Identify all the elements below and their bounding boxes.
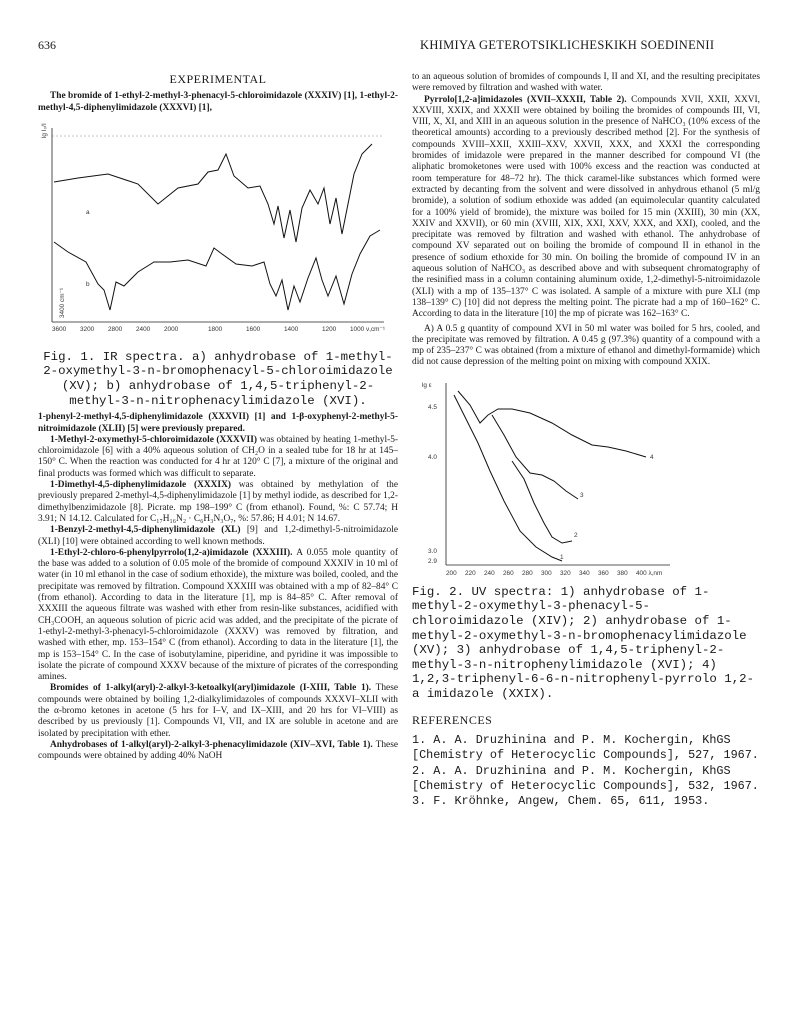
reference-item: 3. F. Kröhnke, Angew, Chem. 65, 611, 1953. bbox=[412, 794, 710, 809]
p7-heading: Anhydrobases of 1-alkyl(aryl)-2-alkyl-3-phenacylimidazole (XIV–XVI, Table 1). bbox=[50, 739, 373, 750]
fig1-xtick: 2800 bbox=[108, 325, 123, 333]
fig2-xtick: 260 bbox=[503, 569, 514, 577]
ir-curve-a bbox=[54, 144, 372, 242]
fig1-xtick: 1600 bbox=[246, 325, 261, 333]
paragraph-r1: to an aqueous solution of bromides of compounds I, II and XI, and the resulting precipitates were removed by filtration and washed with water. bbox=[412, 72, 760, 94]
fig2-ytick: 4.5 bbox=[428, 403, 437, 411]
fig1-caption: Fig. 1. IR spectra. a) anhydrobase of 1-methyl-2-oxymethyl-3-n-bromophenacyl-5-chloroimidazole (XV); b) anhydrobase of 1,4,5-triphenyl-2-methyl-3-n-nitrophenacylimidazole (XVI). bbox=[43, 349, 393, 408]
fig2-y-label: lg ε bbox=[422, 381, 432, 389]
p4-body: [9] and 1,2-dimethyl-5-nitroimidazole (XLI) [10] were obtained according to well known methods. bbox=[38, 525, 398, 547]
fig2-x-axis-ticks bbox=[446, 570, 662, 577]
fig2-xtick: 320 bbox=[560, 569, 571, 577]
p5-body: A 0.055 mole quantity of the base was added to a solution of 0.05 mole of the bromide of compound XXXIV in 10 ml of water (in 10 ml ethanol in the case of sodium ethoxide), the mixture was boiled, cooled, and the precipitate was removed by filtration. Compound XXXIII was obtained with a mp of 82–84° C (from ethanol). According to data in the literature [1], mp is 84–85° C. After removal of XXXIII the aqueous filtrate was washed with ether from resin-like substances, acidified with CH₃COOH, an aqueous solution of picric acid was added, and the precipitate of the picrate of 1-ethyl-2-methyl-3-phenacyl-5-chloroimidazole (XXXV) was removed by filtration, and washed with ether, mp. 153–154° C (from ethanol). According to data in the literature [1], the mp is 153–154° C. In the case of isobutylamine, piperidine, and pyridine it was impossible to isolate the picrate of compound XXXV because of the mixture of picrates of the corresponding amines. bbox=[38, 547, 398, 683]
r2-heading: Pyrrolo[1,2-a]imidazoles (XVII–XXXII, Table 2). bbox=[424, 94, 627, 105]
p3-heading: 1-Dimethyl-4,5-diphenylimidazole (XXXIX) bbox=[50, 480, 231, 491]
fig1-xtick: 1400 bbox=[284, 325, 299, 333]
fig2-curve-label-2: 2 bbox=[574, 531, 578, 539]
section-title: EXPERIMENTAL bbox=[169, 72, 267, 86]
ir-spectra-figure bbox=[38, 114, 398, 350]
fig1-xtick: 3200 bbox=[80, 325, 95, 333]
fig2-xtick: 360 bbox=[598, 569, 609, 577]
fig2-ytick: 4.0 bbox=[428, 453, 437, 461]
references-title: REFERENCES bbox=[412, 713, 493, 728]
fig1-xtick: 2400 bbox=[136, 325, 151, 333]
fig2-xtick: 400 λ,nm bbox=[636, 569, 663, 577]
p2-heading: 1-Methyl-2-oxymethyl-5-chloroimidazole (XXXVII) bbox=[50, 434, 257, 445]
left-column bbox=[38, 72, 398, 762]
intro-paragraph: The bromide of 1-ethyl-2-methyl-3-phenacyl-5-chloroimidazole (XXXIV) [1], 1-ethyl-2-methyl-4,5-diphenylimidazole (XXXVI) [1], bbox=[38, 91, 398, 113]
page-number: 636 bbox=[38, 38, 56, 52]
p5-heading: 1-Ethyl-2-chloro-6-phenylpyrrolo(1,2-a)imidazole (XXXIII). bbox=[50, 547, 293, 558]
uv-spectra-figure bbox=[412, 375, 760, 585]
fig1-x-axis-ticks bbox=[52, 326, 385, 333]
fig1-curve-a-label: a bbox=[86, 208, 90, 216]
fig2-curve-label-1: 1 bbox=[560, 553, 564, 561]
p2-body: was obtained by heating 1-methyl-5-chloroimidazole [6] with a 40% aqueous solution of CH₂O in a sealed tube for 18 hr at 145–150° C. When the reaction was conducted for 4 hr at 120° C [7], a mixture of the original and final products was formed which was difficult to separate. bbox=[38, 434, 398, 479]
paragraph-1: 1-phenyl-2-methyl-4,5-diphenylimidazole (XXXVII) [1] and 1-β-oxyphenyl-2-methyl-5-nitroimidazole (XLII) [5] were previously prepared. bbox=[38, 412, 398, 434]
fig1-xtick: 3600 bbox=[52, 325, 67, 333]
paragraph-r3: A) A 0.5 g quantity of compound XVI in 50 ml water was boiled for 5 hrs, cooled, and the precipitate was removed by filtration. A 0.45 g (97.3%) quantity of a compound with a mp of 235–237° C was obtained (from a mixture of ethanol and dimethyl-formamide) which did not cause depression of the melting point on mixing with compound XXIX. bbox=[412, 323, 760, 368]
right-column bbox=[412, 72, 760, 810]
ir-curve-b bbox=[54, 230, 380, 310]
fig2-xtick: 280 bbox=[522, 569, 533, 577]
fig2-ytick: 3.0 bbox=[428, 547, 437, 555]
p6-body: These compounds were obtained by boiling 1,2-dialkylimidazoles of compounds XXXVI–XLII with the α-bromo ketones in acetone (5 hrs for I–V, and IX–XIII, and 20 hrs for VI–VIII) as described by us previously [1]. Compounds VI, VII, and IX are soluble in acetone and are isolated by precipitation with ether. bbox=[38, 683, 398, 739]
fig2-xtick: 300 bbox=[541, 569, 552, 577]
reference-item: 2. A. A. Druzhinina and P. M. Kochergin, KhGS [Chemistry of Heterocyclic Compounds], 532, 1967. bbox=[412, 763, 759, 793]
fig1-xtick: 1800 bbox=[208, 325, 223, 333]
uv-curve-3 bbox=[492, 415, 578, 499]
journal-title: KHIMIYA GETEROTSIKLICHESKIKH SOEDINENII bbox=[420, 38, 715, 52]
fig2-curve-label-4: 4 bbox=[650, 453, 654, 461]
fig2-xtick: 240 bbox=[484, 569, 495, 577]
uv-curve-2 bbox=[512, 461, 572, 543]
fig2-xtick: 380 bbox=[617, 569, 628, 577]
fig2-xtick: 220 bbox=[465, 569, 476, 577]
uv-curve-4 bbox=[458, 391, 646, 457]
fig1-xtick: 2000 bbox=[164, 325, 179, 333]
p7-body: These compounds were obtained by adding 40% NaOH bbox=[38, 739, 399, 762]
fig2-ytick: 2.9 bbox=[428, 557, 437, 565]
fig1-y-label: lg I₀/I bbox=[41, 123, 48, 138]
p6-heading: Bromides of 1-alkyl(aryl)-2-alkyl-3-ketoalkyl(aryl)imidazole (I-XIII, Table 1). bbox=[50, 683, 372, 694]
p3-body: was obtained by methylation of the previously prepared 2-methyl-4,5-diphenylimidazole [1] by methyl iodide, as described for 1,2-dimethylbenzimidazole [8]. Picrate. mp 198–199° C (from ethanol). Found, %: C 57.74; H 3.91; N 14.12. Calculated for C₁₇H₁₆N₂ · C₆H₃N₃O₇, %: 57.86; H 4.01; N 14.67. bbox=[38, 480, 398, 524]
fig2-curve-label-3: 3 bbox=[580, 491, 584, 499]
fig1-curve-b-label: b bbox=[86, 280, 90, 288]
r2-body: Compounds XVII, XXII, XXVI, XXVIII, XXIX, and XXXII were obtained by boiling the bromides of compounds III, VI, VIII, X, XI, and XIII in an aqueous solution in the presence of NaHCO₃ (10% excess of the theoretical amounts) according to a previously described method [2]. For the synthesis of compounds XVIII–XXII, XXIII–XXV, XXVII, XXX, and XXXI the corresponding bromides of imidazole were prepared in the manner described for compound VI (the aliphatic bromoketones were used with 100% excess and the reaction was conducted at room temperature for 48–72 hr). The thick caramel-like substances which formed were extracted by decanting from the solvent and were dissolved in anhydrous ethanol (5 ml/g bromide), a solution of sodium ethoxide was added (an equimolecular quantity calculated for a 100% yield of bromide), the mixture was boiled for 15 min (XXIII), 30 min (XX, XXIV and XXVII), or 60 min (XVIII, XIX, XXI, XXV, XXX, and XXI), cooled, and the precipitate was removed by filtration and washed with ethanol. The anhydrobase of compound XV separated out on boiling the bromide of compound II in ethanol in the presence of sodium ethoxide for 30 min. On boiling the bromide of compound IV in an aqueous solution of NaHCO₃ as described above and with subsequent chromatography of the resinified mass in a column containing aluminum oxide, 1,2-dimethyl-5-nitroimidazole (XLI) with a mp of 135–137° C was isolated. A sample of a mixture with pure XLI (mp 138–139° C) [10] did not depress the melting point. The picrate had a mp of 160–162° C. According to data in the literature [10] the mp of picrate was 162–163° C. bbox=[412, 94, 760, 320]
reference-item: 1. A. A. Druzhinina and P. M. Kochergin, KhGS [Chemistry of Heterocyclic Compounds], 527, 1967. bbox=[412, 732, 759, 763]
fig1-3400-label: 3400 cm⁻¹ bbox=[59, 287, 66, 318]
fig2-xtick: 200 bbox=[446, 569, 457, 577]
fig2-xtick: 340 bbox=[579, 569, 590, 577]
fig1-xtick: 1000 ν,cm⁻¹ bbox=[350, 325, 385, 333]
fig2-caption: Fig. 2. UV spectra: 1) anhydrobase of 1-methyl-2-oxymethyl-3-phenacyl-5-chloroimidazole (XIV); 2) anhydrobase of 1-methyl-2-oxymethyl-3-n-bromophenacylimidazole (XV); 3) anhydrobase of 1,4,5-triphenyl-2-methyl-3-n-nitrophenylimidazole (XVI); 4) 1,2,3-triphenyl-6-6-n-nitrophenyl-pyrrolo 1,2-a imidazole (XXIX). bbox=[412, 584, 755, 701]
p4-heading: 1-Benzyl-2-methyl-4,5-diphenylimidazole (XL) bbox=[50, 525, 241, 536]
fig1-xtick: 1200 bbox=[322, 325, 337, 333]
